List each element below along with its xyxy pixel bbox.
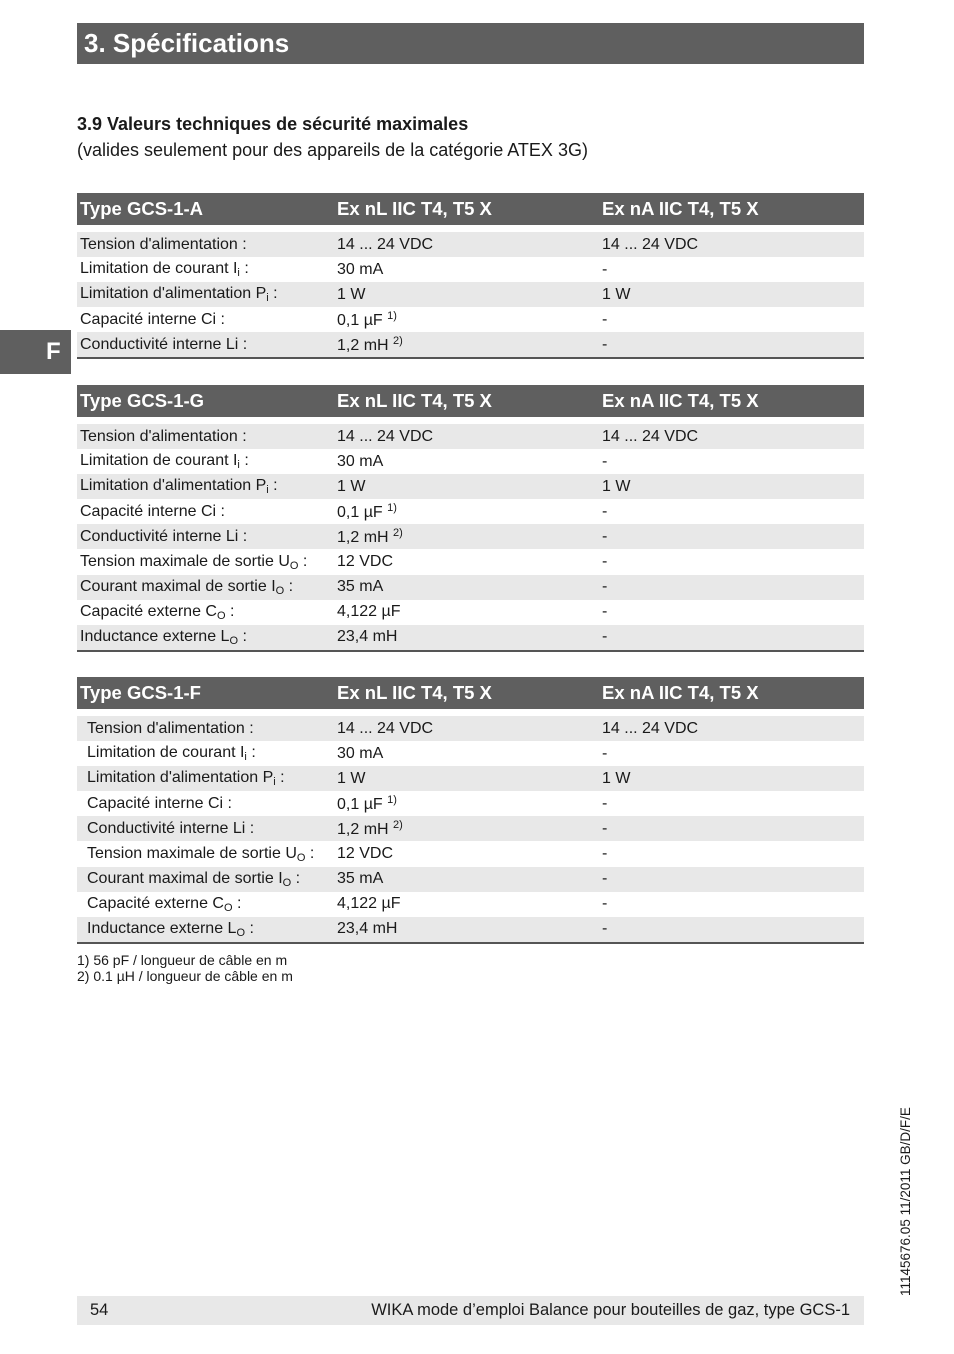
value-text: 30 mA: [337, 452, 384, 470]
value-na: -: [602, 920, 608, 938]
table-row: [77, 499, 864, 524]
value-na: -: [602, 527, 608, 545]
parameter-label: [80, 311, 225, 329]
value-nl: [337, 603, 400, 621]
label-suffix: :: [291, 869, 301, 887]
label-suffix: :: [298, 552, 308, 570]
column-header: Ex nA IIC T4, T5 X: [602, 390, 759, 411]
parameter-label: [87, 845, 314, 864]
label-subscript: O: [296, 851, 306, 864]
value-nl: [337, 845, 393, 863]
column-header: Type GCS-1-G: [80, 390, 205, 411]
parameter-label: [87, 795, 232, 813]
parameter-label: [87, 720, 254, 738]
page-title: 3. Spécifications: [77, 23, 864, 64]
value-na: 1 W: [602, 769, 631, 787]
label-suffix: :: [305, 844, 315, 862]
table-row: [77, 917, 864, 942]
section-heading: 3.9 Valeurs techniques de sécurité maximales: [77, 114, 469, 134]
label-subscript: O: [289, 559, 299, 572]
footnote-2: 2) 0.1 µH / longueur de câble en m: [77, 968, 293, 984]
column-header: Ex nL IIC T4, T5 X: [337, 198, 492, 219]
label-subscript: i: [244, 751, 247, 764]
value-text: 1 W: [337, 769, 366, 787]
label-text: Tension maximale de sortie U: [80, 552, 290, 570]
table-row: [77, 549, 864, 574]
label-subscript: O: [223, 901, 233, 914]
parameter-label: [80, 428, 247, 446]
table-row: [77, 791, 864, 816]
table-row: [77, 282, 864, 307]
table-row: [77, 841, 864, 866]
label-suffix: :: [232, 894, 242, 912]
label-text: Courant maximal de sortie I: [87, 869, 283, 887]
value-nl: [337, 920, 397, 938]
value-text: 35 mA: [337, 578, 384, 596]
footnote-1: 1) 56 pF / longueur de câble en m: [77, 952, 288, 968]
value-nl: [337, 628, 397, 646]
parameter-label: [87, 895, 241, 914]
label-suffix: :: [238, 627, 247, 645]
column-header: Ex nL IIC T4, T5 X: [337, 682, 492, 703]
value-na: -: [602, 870, 608, 888]
label-suffix: :: [239, 452, 249, 470]
label-subscript: O: [216, 609, 226, 622]
value-text: 12 VDC: [337, 553, 394, 571]
parameter-label: [80, 503, 225, 521]
value-nl: [337, 745, 383, 763]
table-row: [77, 816, 864, 841]
parameter-label: [80, 553, 307, 572]
table-row: [77, 741, 864, 766]
page-footer: [77, 1296, 864, 1325]
value-na: -: [602, 628, 608, 646]
language-tab: F: [0, 330, 71, 374]
label-text: Capacité interne Ci :: [87, 794, 232, 812]
value-na: 1 W: [602, 285, 631, 303]
label-suffix: :: [245, 919, 254, 937]
table-row: [77, 716, 864, 741]
page-number: 54: [90, 1301, 109, 1319]
value-na: 14 ... 24 VDC: [602, 427, 699, 445]
table-body: [77, 424, 864, 652]
label-text: Limitation de courant I: [87, 744, 245, 762]
table-row: [77, 332, 864, 357]
parameter-label: [80, 285, 278, 304]
value-na: -: [602, 578, 608, 596]
label-text: Inductance externe L: [87, 919, 237, 937]
column-header: Ex nA IIC T4, T5 X: [602, 198, 759, 219]
label-subscript: O: [275, 584, 285, 597]
column-header: Type GCS-1-A: [80, 198, 204, 219]
label-text: Limitation d'alimentation P: [80, 477, 267, 495]
value-na: -: [602, 553, 608, 571]
value-nl: [337, 553, 393, 571]
footnote-marker: 2): [393, 334, 403, 347]
label-subscript: O: [282, 876, 292, 889]
footnote-marker: 1): [387, 793, 397, 806]
value-nl: [337, 428, 433, 446]
label-subscript: O: [229, 634, 238, 647]
value-na: -: [602, 744, 608, 762]
footnote-marker: 1): [387, 309, 397, 322]
value-text: 0,1 µF: [337, 311, 388, 329]
value-na: -: [602, 260, 608, 278]
parameter-label: [87, 920, 254, 939]
column-header: Ex nA IIC T4, T5 X: [602, 682, 759, 703]
table-body: [77, 232, 864, 359]
value-text: 14 ... 24 VDC: [337, 235, 434, 253]
value-na: 14 ... 24 VDC: [602, 719, 699, 737]
column-header: Type GCS-1-F: [80, 682, 201, 703]
table-row: [77, 474, 864, 499]
value-na: -: [602, 794, 608, 812]
table-row: [77, 524, 864, 549]
parameter-label: [80, 452, 249, 471]
column-header: Ex nL IIC T4, T5 X: [337, 390, 492, 411]
label-text: Conductivité interne Li :: [80, 527, 248, 545]
parameter-label: [87, 744, 256, 763]
value-text: 1 W: [337, 477, 366, 495]
value-text: 14 ... 24 VDC: [337, 719, 434, 737]
value-nl: [337, 527, 403, 547]
document-reference: 11145676.05 11/2011 GB/D/F/E: [898, 1107, 913, 1296]
label-text: Tension d'alimentation :: [80, 235, 247, 253]
label-subscript: i: [237, 267, 240, 280]
parameter-label: [80, 260, 249, 279]
table-header: [77, 193, 864, 225]
value-text: 30 mA: [337, 260, 384, 278]
footnote-marker: 2): [393, 818, 403, 831]
value-text: 1,2 mH: [337, 820, 394, 838]
value-text: 1,2 mH: [337, 528, 394, 546]
table-row: [77, 424, 864, 449]
parameter-label: [80, 578, 293, 597]
value-nl: [337, 578, 383, 596]
label-subscript: i: [266, 292, 269, 305]
parameter-label: [80, 628, 247, 647]
value-nl: [337, 453, 383, 471]
value-nl: [337, 286, 365, 304]
value-nl: [337, 794, 397, 814]
table-row: [77, 766, 864, 791]
label-subscript: i: [273, 776, 276, 789]
label-subscript: i: [266, 484, 269, 497]
parameter-label: [87, 870, 300, 889]
value-nl: [337, 895, 400, 913]
table-header: [77, 385, 864, 417]
label-subscript: O: [236, 926, 245, 939]
label-suffix: :: [284, 577, 294, 595]
parameter-label: [87, 769, 285, 788]
value-nl: [337, 720, 433, 738]
label-suffix: :: [268, 285, 278, 303]
value-nl: [337, 236, 433, 254]
value-text: 1 W: [337, 285, 366, 303]
label-text: Conductivité interne Li :: [87, 819, 255, 837]
label-text: Limitation de courant I: [80, 260, 238, 278]
value-nl: [337, 310, 397, 330]
value-na: -: [602, 603, 608, 621]
value-text: 30 mA: [337, 744, 384, 762]
table-row: [77, 575, 864, 600]
footnotes: [77, 952, 293, 984]
value-text: 23,4 mH: [337, 920, 398, 938]
value-nl: [337, 261, 383, 279]
label-text: Limitation de courant I: [80, 452, 238, 470]
value-text: 35 mA: [337, 870, 384, 888]
parameter-label: [87, 820, 254, 838]
value-text: 0,1 µF: [337, 795, 388, 813]
table-header: [77, 677, 864, 709]
section-subheading: (valides seulement pour des appareils de la catégorie ATEX 3G): [77, 140, 588, 160]
parameter-label: [80, 477, 278, 496]
parameter-label: [80, 336, 247, 354]
label-text: Capacité interne Ci :: [80, 310, 225, 328]
value-nl: [337, 478, 365, 496]
table-row: [77, 867, 864, 892]
value-text: 4,122 µF: [337, 895, 401, 913]
parameter-label: [80, 603, 234, 622]
label-text: Limitation d'alimentation P: [80, 285, 267, 303]
value-text: 1,2 mH: [337, 336, 394, 354]
label-text: Capacité externe C: [80, 602, 217, 620]
value-na: 1 W: [602, 477, 631, 495]
value-na: -: [602, 845, 608, 863]
value-text: 14 ... 24 VDC: [337, 427, 434, 445]
value-nl: [337, 870, 383, 888]
value-text: 0,1 µF: [337, 503, 388, 521]
value-na: -: [602, 452, 608, 470]
parameter-label: [80, 236, 247, 254]
label-text: Limitation d'alimentation P: [87, 769, 274, 787]
label-text: Tension d'alimentation :: [80, 427, 247, 445]
value-na: -: [602, 819, 608, 837]
spec-table-gcs-1-a: [77, 193, 864, 359]
label-subscript: i: [237, 459, 240, 472]
value-nl: [337, 502, 397, 522]
table-row: [77, 449, 864, 474]
label-suffix: :: [268, 477, 278, 495]
label-text: Courant maximal de sortie I: [80, 577, 276, 595]
table-row: [77, 307, 864, 332]
spec-table-gcs-1-g: [77, 385, 864, 652]
label-suffix: :: [246, 744, 256, 762]
label-text: Tension d'alimentation :: [87, 719, 254, 737]
value-na: -: [602, 895, 608, 913]
label-text: Inductance externe L: [80, 627, 230, 645]
value-nl: [337, 770, 365, 788]
table-row: [77, 257, 864, 282]
value-nl: [337, 819, 403, 839]
footnote-marker: 1): [387, 501, 397, 514]
value-na: -: [602, 502, 608, 520]
label-text: Capacité externe C: [87, 894, 224, 912]
value-nl: [337, 335, 403, 355]
label-suffix: :: [225, 602, 235, 620]
parameter-label: [80, 528, 247, 546]
label-text: Conductivité interne Li :: [80, 335, 248, 353]
label-suffix: :: [275, 769, 285, 787]
table-row: [77, 625, 864, 650]
value-text: 4,122 µF: [337, 603, 401, 621]
table-row: [77, 600, 864, 625]
table-row: [77, 892, 864, 917]
value-text: 12 VDC: [337, 845, 394, 863]
label-text: Capacité interne Ci :: [80, 502, 225, 520]
footnote-marker: 2): [393, 526, 403, 539]
table-row: [77, 232, 864, 257]
value-text: 23,4 mH: [337, 628, 398, 646]
footer-text: WIKA mode d’emploi Balance pour bouteilles de gaz, type GCS-1: [371, 1301, 850, 1319]
table-body: [77, 716, 864, 944]
label-text: Tension maximale de sortie U: [87, 844, 297, 862]
value-na: 14 ... 24 VDC: [602, 235, 699, 253]
label-suffix: :: [239, 260, 249, 278]
value-na: -: [602, 335, 608, 353]
value-na: -: [602, 310, 608, 328]
spec-table-gcs-1-f: [77, 677, 864, 944]
